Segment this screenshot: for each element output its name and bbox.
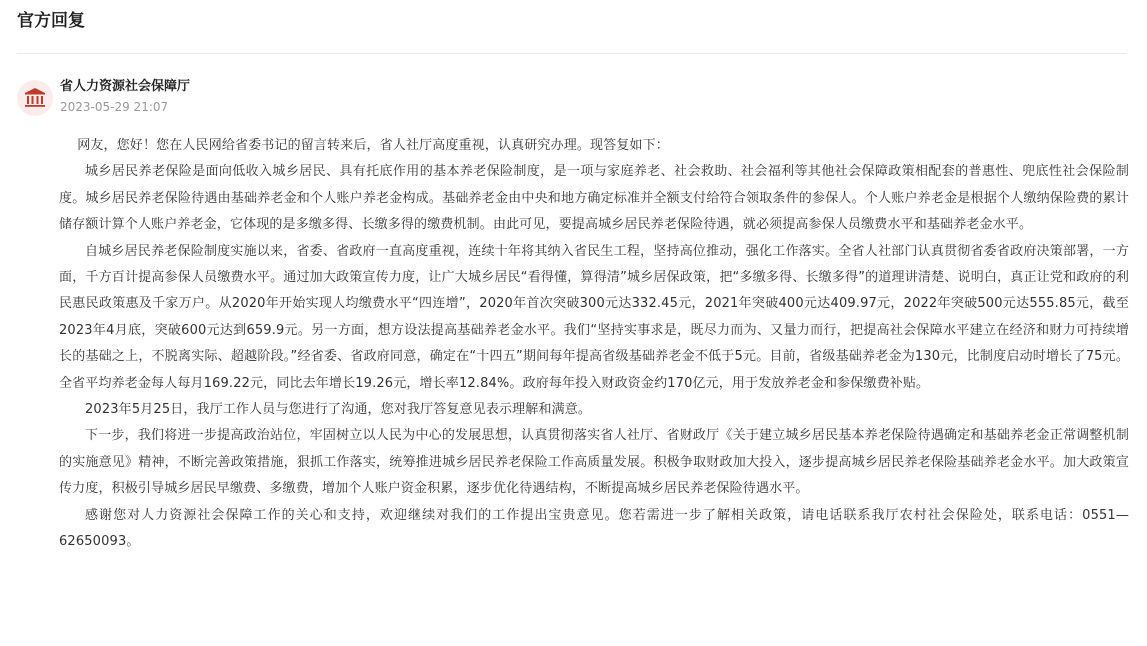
org-name: 省人力资源社会保障厅 bbox=[60, 79, 191, 94]
reply-paragraph: 感谢您对人力资源社会保障工作的关心和支持，欢迎继续对我们的工作提出宝贵意见。您若需进一步了解相关政策，请电话联系我厅农村社会保险处，联系电话：0551—62650093。 bbox=[59, 507, 1129, 550]
reply-paragraph: 下一步，我们将进一步提高政治站位，牢固树立以人民为中心的发展思想，认真贯彻落实省人社厅、省财政厅《关于建立城乡居民基本养老保险待遇确定和基础养老金正常调整机制的实施意见》精神，不断完善政策措施，狠抓工作落实，统筹推进城乡居民养老保险工作高质量发展。积极争取财政加大投入，逐步提高城乡居民养老保险基础养老金水平。加大政策宣传力度，积极引导城乡居民早缴费、多缴费，增加个人账户资金积累，逐步优化待遇结构，不断提高城乡居民养老保险待遇水平。 bbox=[59, 428, 1129, 497]
section-title: 官方回复 bbox=[17, 11, 85, 31]
divider bbox=[17, 53, 1127, 54]
reply-paragraph: 自城乡居民养老保险制度实施以来，省委、省政府一直高度重视，连续十年将其纳入省民生工程，坚持高位推动，强化工作落实。全省人社部门认真贯彻省委省政府决策部署，一方面，千方百计提高参保人员缴费水平。通过加大政策宣传力度，让广大城乡居民“看得懂，算得清”城乡居保政策，把“多缴多得、长缴多得”的道理讲清楚、说明白，真正让党和政府的利民惠民政策惠及千家万户。从2020年开始实现人均缴费水平“四连增”，2020年首次突破300元达332.45元，2021年突破400元达409.97元，2022年突破500元达555.85元，截至2023年4月底，突破600元达到659.9元。另一方面，想方设法提高基础养老金水平。我们“坚持实事求是，既尽力而为、又量力而行，把提高社会保障水平建立在经济和财力可持续增长的基础之上，不脱离实际、超越阶段。”经省委、省政府同意，确定在“十四五”期间每年提高省级基础养老金不低于5元。目前，省级基础养老金为130元，比制度启动时增长了75元。全省平均养老金每人每月169.22元，同比去年增长19.26元，增长率12.84%。政府每年投入财政资金约170亿元，用于发放养老金和参保缴费补贴。 bbox=[59, 243, 1129, 391]
reply-timestamp: 2023-05-29 21:07 bbox=[60, 100, 169, 114]
reply-paragraph: 网友，您好！您在人民网给省委书记的留言转来后，省人社厅高度重视，认真研究办理。现答复如下： bbox=[77, 138, 669, 153]
reply-paragraph: 2023年5月25日，我厅工作人员与您进行了沟通，您对我厅答复意见表示理解和满意。 bbox=[85, 402, 592, 418]
reply-paragraph: 城乡居民养老保险是面向低收入城乡居民、具有托底作用的基本养老保险制度，是一项与家庭养老、社会救助、社会福利等其他社会保障政策相配套的普惠性、兜底性社会保险制度。城乡居民养老保险待遇由基础养老金和个人账户养老金构成。基础养老金由中央和地方确定标准并全额支付给符合领取条件的参保人。个人账户养老金是根据个人缴纳保险费的累计储存额计算个人账户养老金，它体现的是多缴多得、长缴多得的缴费机制。由此可见，要提高城乡居民养老保险待遇，就必须提高参保人员缴费水平和基础养老金水平。 bbox=[59, 164, 1129, 233]
reply-content bbox=[59, 133, 1129, 556]
government-building-icon bbox=[17, 80, 53, 116]
